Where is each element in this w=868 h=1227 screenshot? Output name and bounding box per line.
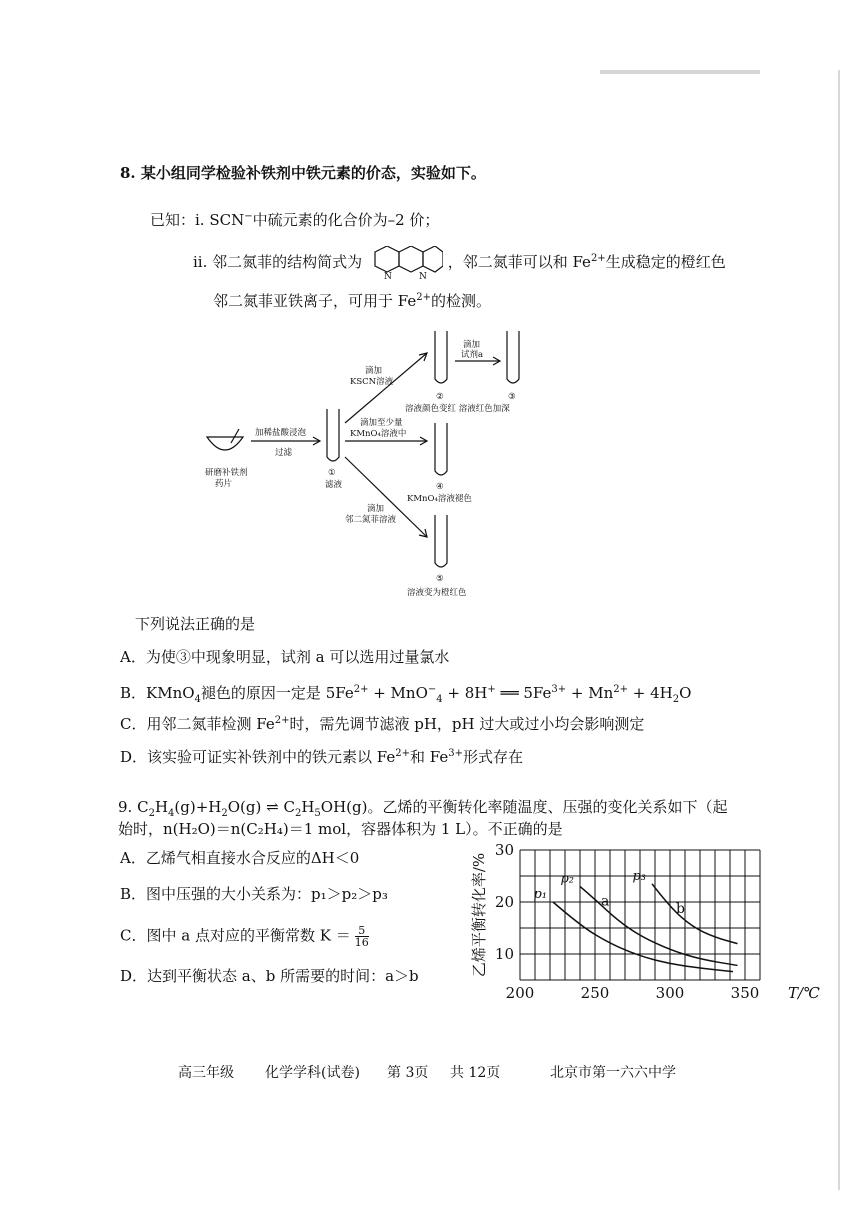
mortar-label-1: 研磨补铁剂 bbox=[205, 468, 248, 478]
branch-up-label-2: KSCN溶液 bbox=[350, 377, 394, 387]
test-tube-4-icon bbox=[435, 423, 447, 475]
tube4-number: ④ bbox=[436, 482, 444, 492]
arrow1-bottom-label: 过滤 bbox=[275, 448, 293, 458]
scan-edge-line bbox=[838, 70, 840, 1190]
reagent-a-label-1: 滴加 bbox=[463, 340, 481, 350]
y-tick-label: 20 bbox=[494, 893, 514, 911]
mortar-icon bbox=[207, 437, 243, 450]
scan-smudge bbox=[600, 70, 760, 74]
branch-low-label-2: 邻二氮菲溶液 bbox=[345, 515, 397, 525]
y-tick-label: 30 bbox=[494, 841, 514, 859]
tube2-number: ② bbox=[436, 392, 444, 402]
branch-mid-label-2: KMnO₄溶液中 bbox=[350, 429, 407, 439]
experiment-diagram bbox=[195, 325, 575, 605]
arrow1-top-label: 加稀盐酸浸泡 bbox=[255, 428, 307, 438]
q8-option-b: B．KMnO$_4$褪色的原因一定是 $5Fe^{2+} + MnO^-_4 + 8H^+$ ══ $5Fe^{3+} + Mn^{2+} + 4H_2O$ bbox=[120, 684, 692, 705]
footer-subject: 化学学科(试卷) bbox=[265, 1065, 360, 1081]
branch-mid-label-1: 滴加至少量 bbox=[360, 418, 403, 428]
series-label-3: p₃ bbox=[632, 868, 646, 884]
test-tube-5-icon bbox=[435, 515, 447, 567]
x-tick-label: 200 bbox=[505, 984, 535, 1002]
footer-total: 共 12页 bbox=[450, 1065, 501, 1081]
tube23-label: 溶液颜色变红 溶液红色加深 bbox=[405, 404, 510, 414]
x-tick-label: 250 bbox=[580, 984, 610, 1002]
q9-option-b: B．图中压强的大小关系为：p₁＞p₂＞p₃ bbox=[120, 885, 388, 903]
x-tick-label: 300 bbox=[655, 984, 685, 1002]
mortar-label-2: 药片 bbox=[215, 479, 233, 489]
y-tick-label: 10 bbox=[494, 945, 514, 963]
point-label-b: b bbox=[676, 901, 685, 918]
fraction-5-16: $\frac{5}{16}$ bbox=[354, 924, 369, 949]
q9-option-a: A．乙烯气相直接水合反应的ΔH＜0 bbox=[120, 849, 360, 867]
q9-stem-line1: 9. $C_2H_4(g)+H_2O(g)$ ⇌ $C_2H_5OH(g)$。乙烯的平衡转化率随温度、压强的变化关系如下（起 bbox=[118, 798, 728, 819]
conversion-chart bbox=[470, 838, 830, 1008]
tube1-number: ① bbox=[328, 468, 336, 478]
q8-known-ii-line2: 邻二氮菲亚铁离子，可用于 $Fe^{2+}$的检测。 bbox=[213, 292, 491, 310]
x-tick-label: 350 bbox=[730, 984, 760, 1002]
tube3-number: ③ bbox=[508, 392, 516, 402]
q9-option-d: D．达到平衡状态 a、b 所需要的时间：a＞b bbox=[120, 967, 419, 985]
test-tube-1-icon bbox=[327, 409, 339, 461]
series-line-3 bbox=[652, 884, 738, 944]
test-tube-3-icon bbox=[507, 331, 519, 383]
q8-known-ii: ii. 邻二氮菲的结构简式为 N N ，邻二氮菲可以和 $Fe^{2+}$生成稳定的橙红色 bbox=[193, 246, 726, 280]
tube1-label: 滤液 bbox=[325, 480, 343, 490]
series-label-1: p₁ bbox=[533, 887, 547, 902]
branch-up-label-1: 滴加 bbox=[365, 366, 383, 376]
q8-option-d: D．该实验可证实补铁剂中的铁元素以 $Fe^{2+}$和 $Fe^{3+}$形式存在 bbox=[120, 748, 524, 766]
q8-known-i: 已知：i. SCN−中硫元素的化合价为–2 价； bbox=[150, 211, 440, 229]
test-tube-2-icon bbox=[435, 331, 447, 383]
q8-ask: 下列说法正确的是 bbox=[135, 615, 256, 633]
tube4-label: KMnO₄溶液褪色 bbox=[407, 494, 472, 504]
series-label-2: p₂ bbox=[560, 871, 574, 887]
footer-page: 第 3页 bbox=[387, 1065, 429, 1081]
svg-text:N: N bbox=[418, 272, 427, 280]
branch-low-label-1: 滴加 bbox=[367, 504, 385, 514]
tube5-label: 溶液变为橙红色 bbox=[407, 588, 467, 598]
reagent-a-label-2: 试剂a bbox=[461, 350, 484, 360]
y-axis-label: 乙烯平衡转化率/% bbox=[470, 852, 488, 978]
x-axis-label: T/℃ bbox=[788, 984, 820, 1002]
footer-grade: 高三年级 bbox=[178, 1065, 234, 1081]
tube5-number: ⑤ bbox=[436, 574, 444, 584]
footer-school: 北京市第一六六中学 bbox=[550, 1065, 676, 1081]
point-label-a: a bbox=[601, 893, 610, 910]
q8-stem: 8. 某小组同学检验补铁剂中铁元素的价态，实验如下。 bbox=[120, 164, 486, 182]
phenanthroline-structure-icon bbox=[367, 246, 443, 280]
q8-option-c: C．用邻二氮菲检测 $Fe^{2+}$时，需先调节滤液 pH，pH 过大或过小均会影响测定 bbox=[120, 715, 645, 733]
q9-option-c: C．图中 a 点对应的平衡常数 K ＝ $\frac{5}{16}$ bbox=[120, 924, 369, 949]
q9-stem-line2: 始时，n(H₂O)＝n(C₂H₄)＝1 mol，容器体积为 1 L）。不正确的是 bbox=[118, 820, 563, 838]
svg-text:N: N bbox=[383, 272, 392, 280]
q8-option-a: A．为使③中现象明显，试剂 a 可以选用过量氯水 bbox=[120, 648, 450, 666]
